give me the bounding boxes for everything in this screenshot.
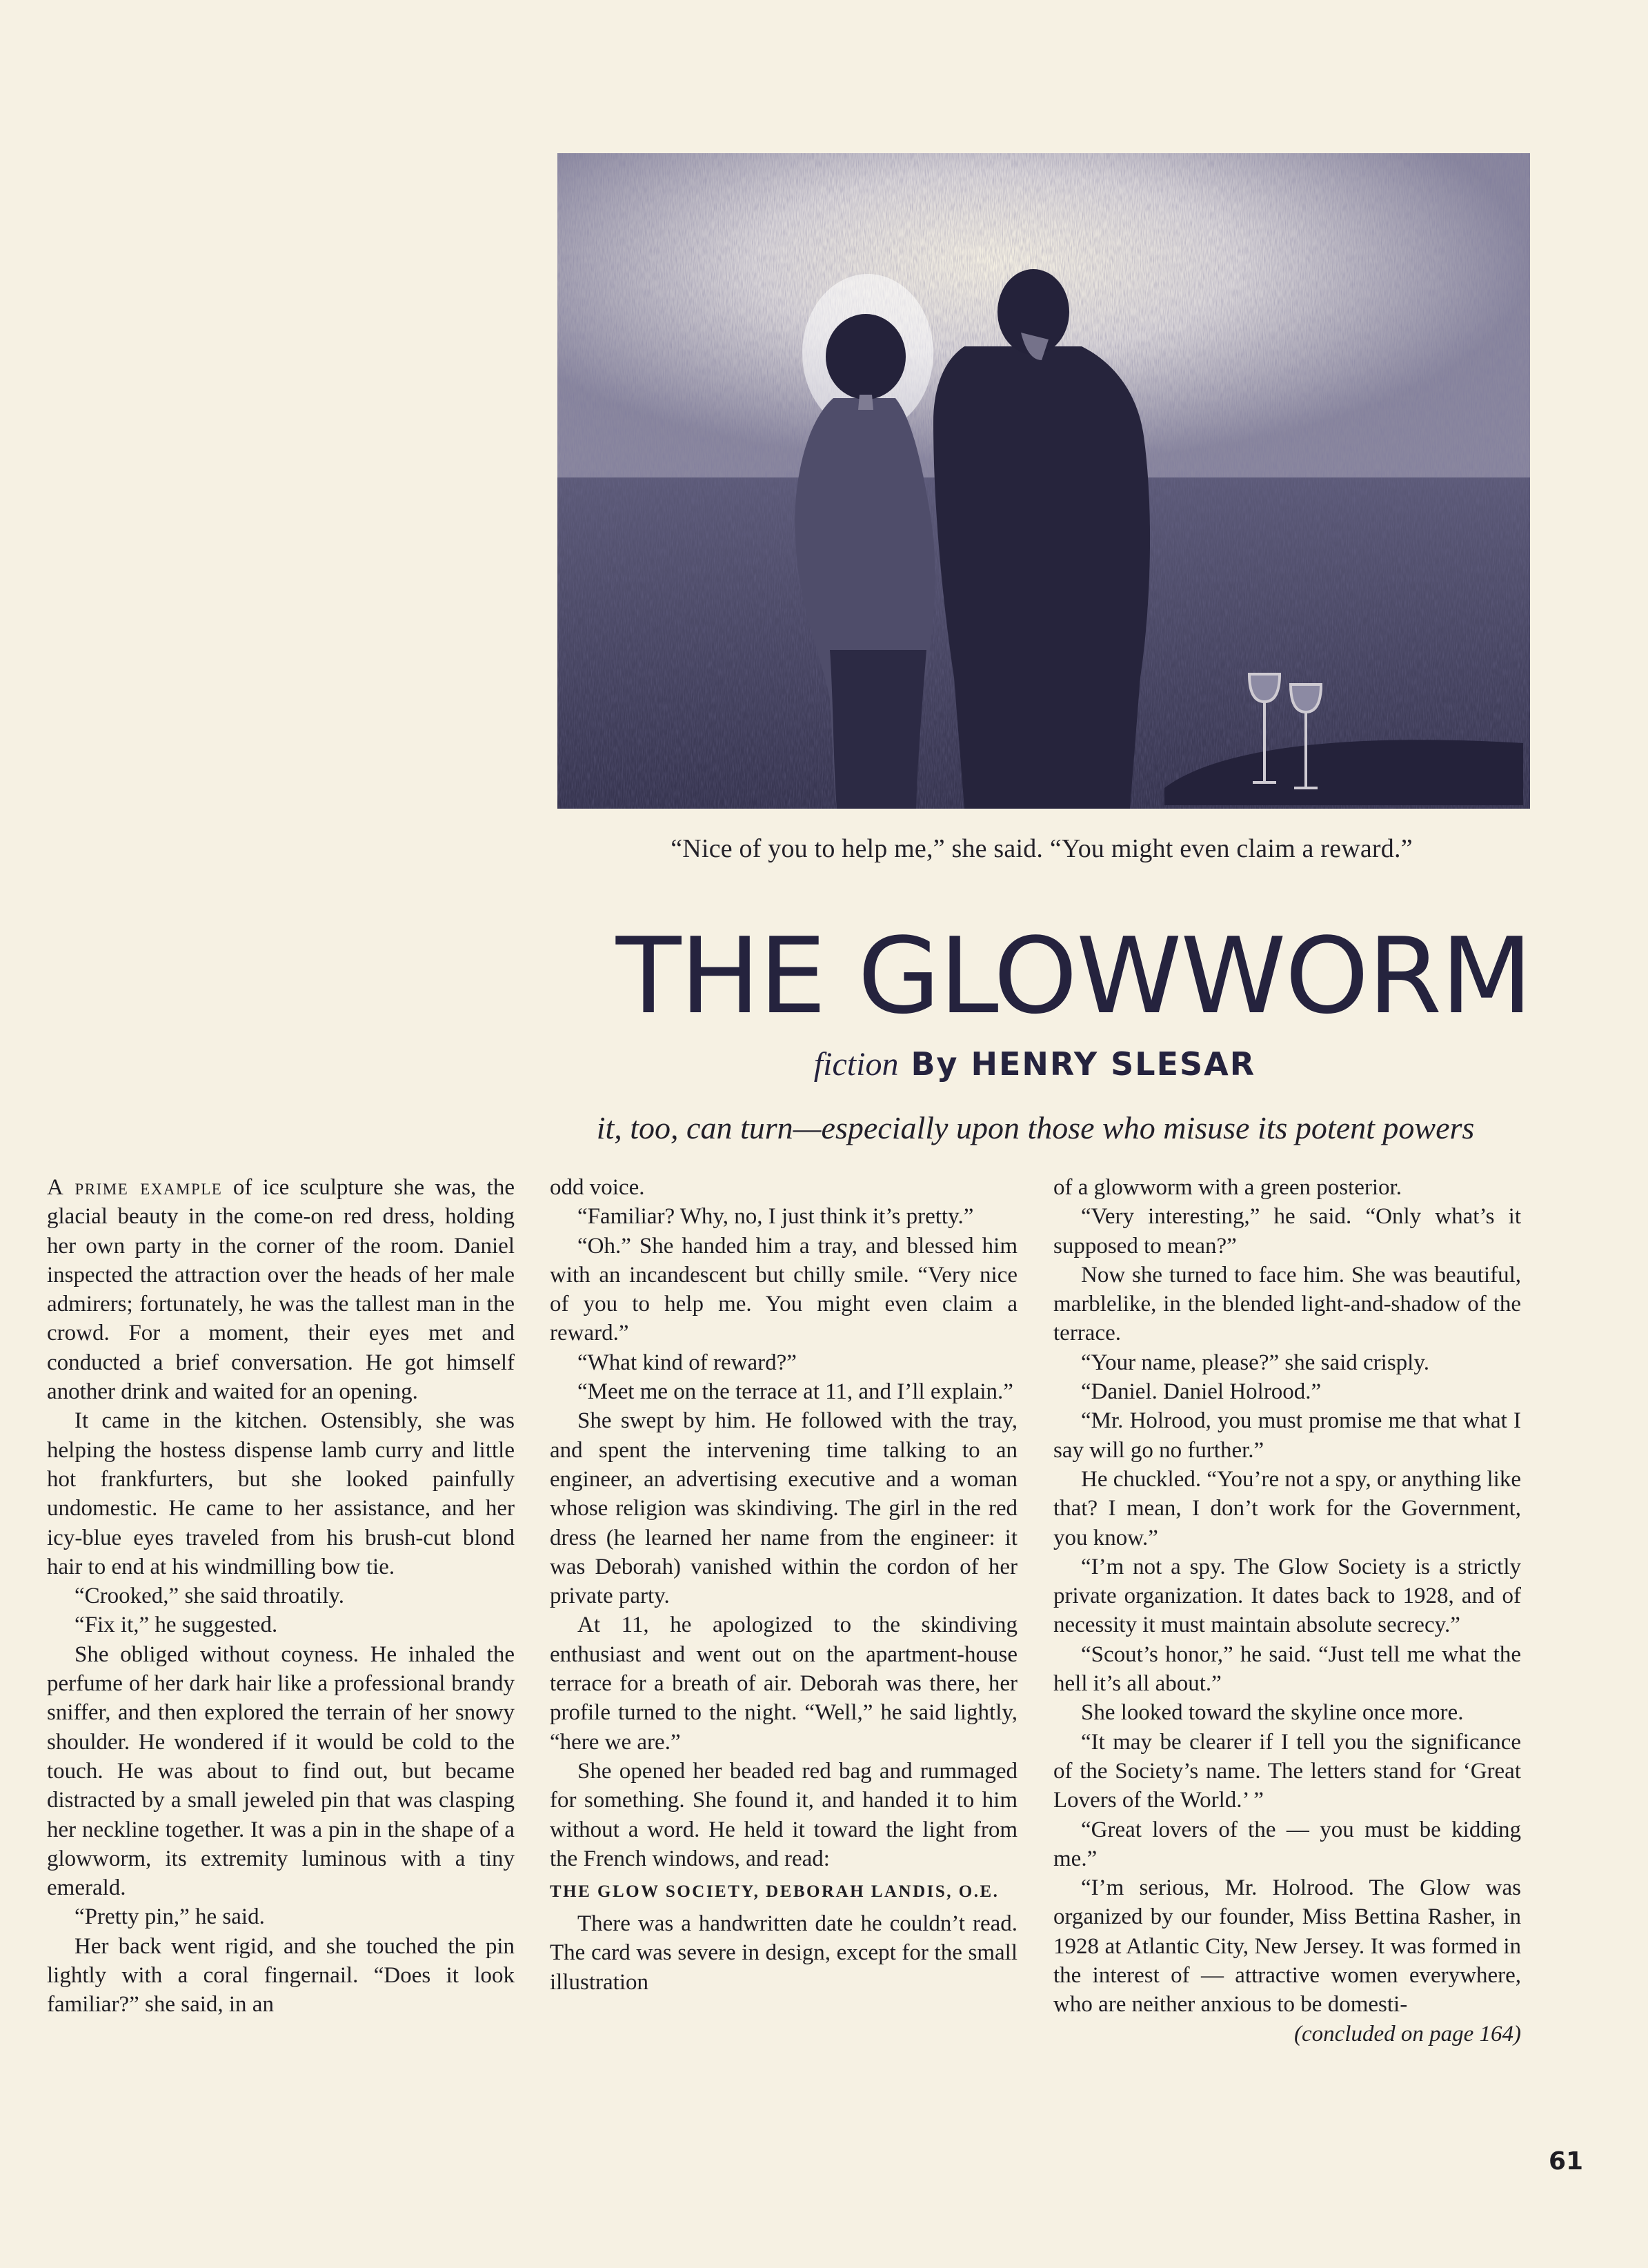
article-column-2 xyxy=(550,1173,1017,1997)
paragraph: At 11, he apologized to the skindiving enthusiast and went out on the apartment-house terrace for a breath of air. Deborah was there, her profile turned to the night. “Well,” he said lightly, “here we are.” xyxy=(550,1613,1017,1755)
paragraph: “Crooked,” she said throatily. xyxy=(75,1584,345,1609)
story-tagline: it, too, can turn—especially upon those who misuse its potent powers xyxy=(596,1110,1475,1145)
paragraph: He chuckled. “You’re not a spy, or anything like that? I mean, I don’t work for the Government, you know.” xyxy=(1053,1466,1521,1550)
paragraph: “Your name, please?” she said crisply. xyxy=(1081,1350,1429,1375)
paragraph: “I’m serious, Mr. Holrood. The Glow was organized by our founder, Miss Bettina Rasher, in 1928 at Atlantic City, New Jersey. It was formed in the interest of — attractive women everywhere, who are neither anxious to be domesti- xyxy=(1053,1875,1521,2018)
story-illustration xyxy=(557,126,1530,822)
paragraph: It came in the kitchen. Ostensibly, she was helping the hostess dispense lamb curry and little hot frankfurters, but she looked painfully undomestic. He came to her assistance, and her icy-blue eyes traveled from his brush-cut blond hair to end at his windmilling bow tie. xyxy=(47,1408,515,1579)
illustration-caption: “Nice of you to help me,” she said. “You might even claim a reward.” xyxy=(671,834,1413,863)
paragraph: She looked toward the skyline once more. xyxy=(1081,1700,1464,1726)
paragraph: She opened her beaded red bag and rummaged for something. She found it, and handed it to him without a word. He held it toward the light from the French windows, and read: xyxy=(550,1758,1017,1871)
story-title: THE GLOWWORM xyxy=(615,915,1531,1037)
paragraph: “Oh.” She handed him a tray, and blessed him with an incandescent but chilly smile. “Very nice of you to help me. You might even claim a reward.” xyxy=(550,1233,1017,1346)
paragraph: “Daniel. Daniel Holrood.” xyxy=(1081,1379,1322,1405)
byline-fiction-label: fiction xyxy=(813,1046,899,1083)
byline-author: By HENRY SLESAR xyxy=(911,1045,1256,1083)
paragraph xyxy=(47,1173,515,1406)
byline xyxy=(690,1045,1380,1083)
paragraph-text: of ice sculpture she was, the glacial beauty in the come-on red dress, holding her own party in the corner of the room. Daniel inspected the attraction over the heads of her male admirers; fortunately, he was the tallest man in the crowd. For a moment, their eyes met and conducted a brief conversation. He got himself another drink and waited for an opening. xyxy=(47,1175,515,1405)
paragraph: “Very interesting,” he said. “Only what’s it supposed to mean?” xyxy=(1053,1204,1521,1259)
page-number: 61 xyxy=(1549,2147,1584,2176)
paragraph: of a glowworm with a green posterior. xyxy=(1053,1175,1402,1200)
paragraph: She swept by him. He followed with the tray, and spent the intervening time talking to an engineer, an advertising executive and a woman whose religion was skindiving. The girl in the red dress (he learned her name from the engineer: it was Deborah) vanished within the cordon of her private party. xyxy=(550,1408,1017,1609)
continued-notice: (concluded on page 164) xyxy=(1294,2021,1521,2047)
paragraph: There was a handwritten date he couldn’t read. The card was severe in design, except for the small illustration xyxy=(550,1911,1017,1995)
paragraph: She obliged without coyness. He inhaled the perfume of her dark hair like a professional brandy sniffer, and then explored the terrain of her snowy shoulder. He wondered if it would be cold to the touch. He was about to find out, but became distracted by a small jeweled pin that was clasping her neckline together. It was a pin in the shape of a glowworm, its extremity luminous with a tiny emerald. xyxy=(47,1641,515,1901)
paragraph: “Meet me on the terrace at 11, and I’ll explain.” xyxy=(577,1379,1013,1405)
paragraph: “Familiar? Why, no, I just think it’s pretty.” xyxy=(577,1204,974,1230)
membership-card-text: THE GLOW SOCIETY, DEBORAH LANDIS, O.E. xyxy=(550,1882,1000,1902)
paragraph: “Scout’s honor,” he said. “Just tell me what the hell it’s all about.” xyxy=(1053,1641,1521,1697)
lead-in-smallcaps: A prime example xyxy=(47,1175,223,1200)
couple-on-terrace-illustration xyxy=(557,126,1530,822)
paragraph: “I’m not a spy. The Glow Society is a strictly private organization. It dates back to 1928, and of necessity it must maintain absolute secrecy.” xyxy=(1053,1554,1521,1638)
paragraph: “Pretty pin,” he said. xyxy=(75,1904,265,1930)
paragraph: “Mr. Holrood, you must promise me that what I say will go no further.” xyxy=(1053,1408,1521,1463)
paragraph: Now she turned to face him. She was beautiful, marblelike, in the blended light-and-shadow of the terrace. xyxy=(1053,1262,1521,1346)
paragraph: odd voice. xyxy=(550,1175,645,1200)
article-column-3 xyxy=(1053,1173,1521,2049)
paragraph: “Fix it,” he suggested. xyxy=(75,1613,278,1638)
paragraph: “Great lovers of the — you must be kidding me.” xyxy=(1053,1817,1521,1871)
paragraph: “What kind of reward?” xyxy=(577,1350,797,1375)
paragraph: “It may be clearer if I tell you the significance of the Society’s name. The letters stand for ‘Great Lovers of the World.’ ” xyxy=(1053,1729,1521,1813)
paragraph: Her back went rigid, and she touched the pin lightly with a coral fingernail. “Does it look familiar?” she said, in an xyxy=(47,1933,515,2018)
article-column-1 xyxy=(47,1173,515,2020)
